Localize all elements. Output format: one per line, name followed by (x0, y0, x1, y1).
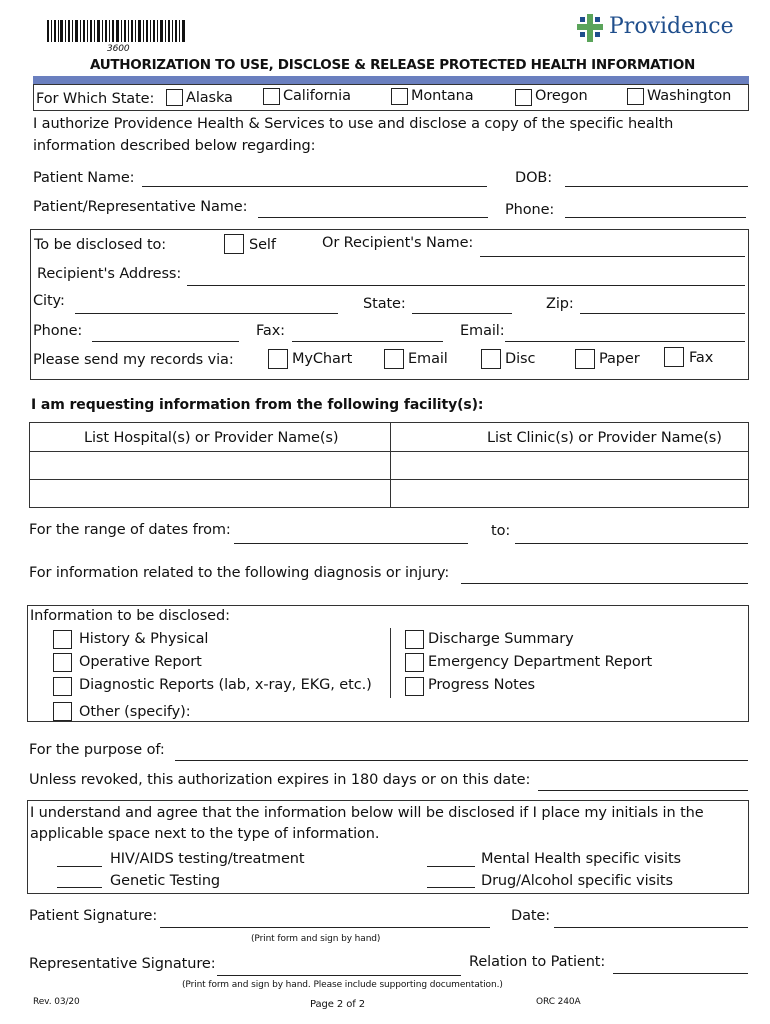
recipient-name-field[interactable] (480, 256, 745, 257)
date-to-field[interactable] (515, 543, 748, 544)
info-item-progress-notes: Progress Notes (428, 677, 535, 693)
facility-col2-header: List Clinic(s) or Provider Name(s) (487, 430, 722, 446)
state-option-alaska: Alaska (186, 90, 233, 106)
consent-line-2: applicable space next to the type of information. (30, 826, 380, 842)
relation-label: Relation to Patient: (469, 954, 606, 970)
barcode-number: 3600 (107, 44, 130, 54)
date-to-label: to: (491, 523, 511, 539)
intro-line-1: I authorize Providence Health & Services to use and disclose a copy of the specific health (33, 116, 674, 132)
state-option-california: California (283, 88, 351, 104)
checkbox-self[interactable] (224, 234, 244, 254)
state-option-washington: Washington (647, 88, 732, 104)
recipient-phone-label: Phone: (33, 323, 83, 339)
recipient-address-field[interactable] (187, 285, 745, 286)
checkbox-disc[interactable] (481, 349, 501, 369)
rep-name-field[interactable] (258, 217, 488, 218)
rep-name-label: Patient/Representative Name: (33, 199, 248, 215)
state-field[interactable] (412, 313, 512, 314)
clinic-cell-1[interactable] (391, 452, 748, 478)
send-via-label: Please send my records via: (33, 352, 234, 368)
info-item-diagnostic-reports: Diagnostic Reports (lab, x-ray, EKG, etc.) (79, 677, 372, 693)
send-option-fax: Fax (689, 350, 714, 366)
zip-field[interactable] (580, 313, 745, 314)
recipient-phone-field[interactable] (92, 341, 239, 342)
info-item-emergency-report: Emergency Department Report (428, 654, 653, 670)
rep-signature-field[interactable] (217, 975, 461, 976)
expires-label: Unless revoked, this authorization expires in 180 days or on this date: (29, 772, 531, 788)
print-note-2: (Print form and sign by hand. Please include supporting documentation.) (182, 980, 503, 990)
send-option-paper: Paper (599, 351, 640, 367)
info-col-divider (390, 628, 391, 698)
logo-text: Providence (609, 14, 734, 39)
patient-signature-field[interactable] (160, 927, 490, 928)
footer-rev: Rev. 03/20 (33, 997, 80, 1007)
zip-label: Zip: (546, 296, 574, 312)
info-item-operative-report: Operative Report (79, 654, 202, 670)
clinic-cell-2[interactable] (391, 480, 748, 507)
logo-cross-icon (575, 12, 605, 44)
checkbox-california[interactable] (263, 88, 280, 105)
form-title: AUTHORIZATION TO USE, DISCLOSE & RELEASE PROTECTED HEALTH INFORMATION (90, 57, 696, 73)
checkbox-discharge-summary[interactable] (405, 630, 424, 649)
purpose-label: For the purpose of: (29, 742, 165, 758)
checkbox-alaska[interactable] (166, 89, 183, 106)
checkbox-washington[interactable] (627, 88, 644, 105)
rep-signature-label: Representative Signature: (29, 956, 216, 972)
send-option-mychart: MyChart (292, 351, 353, 367)
consent-item-drug-alcohol: Drug/Alcohol specific visits (481, 873, 673, 889)
self-label: Self (249, 237, 276, 253)
disclosed-to-label: To be disclosed to: (34, 237, 167, 253)
facility-heading: I am requesting information from the following facility(s): (31, 397, 484, 413)
checkbox-fax[interactable] (664, 347, 684, 367)
patient-phone-label: Phone: (505, 202, 555, 218)
consent-item-genetic: Genetic Testing (110, 873, 221, 889)
checkbox-emergency-report[interactable] (405, 653, 424, 672)
title-bar (33, 76, 749, 84)
providence-logo (575, 12, 735, 46)
facility-col1-header: List Hospital(s) or Provider Name(s) (84, 430, 339, 446)
intro-line-2: information described below regarding: (33, 138, 316, 154)
initials-genetic[interactable] (57, 887, 102, 888)
state-field-label: State: (363, 296, 406, 312)
checkbox-montana[interactable] (391, 88, 408, 105)
dob-field[interactable] (565, 186, 748, 187)
state-option-montana: Montana (411, 88, 474, 104)
recipient-address-label: Recipient's Address: (37, 266, 182, 282)
city-label: City: (33, 293, 65, 309)
checkbox-history-physical[interactable] (53, 630, 72, 649)
initials-mental-health[interactable] (427, 866, 475, 867)
initials-drug-alcohol[interactable] (427, 887, 475, 888)
print-note-1: (Print form and sign by hand) (251, 934, 381, 944)
consent-line-1: I understand and agree that the information below will be disclosed if I place my initials in the (30, 805, 704, 821)
footer-page: Page 2 of 2 (310, 999, 366, 1010)
email-field[interactable] (505, 341, 745, 342)
send-option-email: Email (408, 351, 448, 367)
footer-form-number: ORC 240A (536, 997, 581, 1007)
initials-hiv[interactable] (57, 866, 102, 867)
email-label: Email: (460, 323, 505, 339)
purpose-field[interactable] (175, 760, 748, 761)
patient-signature-label: Patient Signature: (29, 908, 158, 924)
date-from-field[interactable] (234, 543, 468, 544)
info-item-other: Other (specify): (79, 704, 191, 720)
patient-name-field[interactable] (142, 186, 487, 187)
info-heading: Information to be disclosed: (30, 608, 230, 624)
consent-item-mental-health: Mental Health specific visits (481, 851, 681, 867)
fax-field[interactable] (292, 341, 443, 342)
patient-phone-field[interactable] (565, 217, 746, 218)
consent-item-hiv: HIV/AIDS testing/treatment (110, 851, 305, 867)
checkbox-mychart[interactable] (268, 349, 288, 369)
date-range-from-label: For the range of dates from: (29, 522, 231, 538)
checkbox-diagnostic-reports[interactable] (53, 677, 72, 696)
checkbox-oregon[interactable] (515, 89, 532, 106)
signature-date-label: Date: (511, 908, 551, 924)
info-item-discharge-summary: Discharge Summary (428, 631, 574, 647)
checkbox-progress-notes[interactable] (405, 677, 424, 696)
barcode (47, 20, 187, 42)
send-option-disc: Disc (505, 351, 536, 367)
hospital-cell-1[interactable] (30, 452, 389, 478)
fax-label: Fax: (256, 323, 285, 339)
state-label: For Which State: (36, 91, 155, 107)
checkbox-operative-report[interactable] (53, 653, 72, 672)
info-item-history-physical: History & Physical (79, 631, 209, 647)
state-option-oregon: Oregon (535, 88, 588, 104)
hospital-cell-2[interactable] (30, 480, 389, 507)
expires-date-field[interactable] (538, 790, 748, 791)
dob-label: DOB: (515, 170, 553, 186)
barcode-graphic (47, 20, 187, 42)
checkbox-other[interactable] (53, 702, 72, 721)
checkbox-paper[interactable] (575, 349, 595, 369)
city-field[interactable] (75, 313, 338, 314)
signature-date-field[interactable] (554, 927, 748, 928)
checkbox-email[interactable] (384, 349, 404, 369)
recipient-name-label: Or Recipient's Name: (322, 235, 474, 251)
diagnosis-field[interactable] (461, 583, 748, 584)
relation-field[interactable] (613, 973, 748, 974)
diagnosis-label: For information related to the following diagnosis or injury: (29, 565, 450, 581)
patient-name-label: Patient Name: (33, 170, 135, 186)
